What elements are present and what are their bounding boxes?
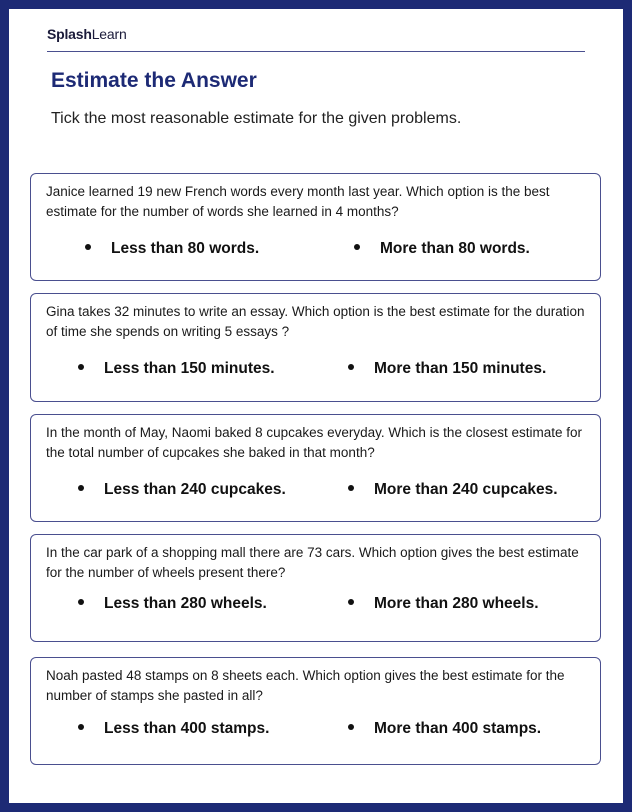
bullet-icon [85, 244, 91, 250]
option-a[interactable] [78, 720, 269, 738]
option-label: Less than 280 wheels. [104, 595, 267, 612]
question-text: Janice learned 19 new French words every month last year. Which option is the best estimate for the number of words she learned in 4 months? [46, 184, 550, 219]
option-b[interactable] [348, 360, 546, 378]
option-b[interactable] [348, 595, 539, 613]
question-text: Noah pasted 48 stamps on 8 sheets each. Which option gives the best estimate for the number of stamps she pasted in all? [46, 668, 565, 703]
option-a[interactable] [78, 481, 286, 499]
option-label: More than 240 cupcakes. [374, 481, 558, 498]
option-a[interactable] [85, 240, 259, 258]
bullet-icon [78, 364, 84, 370]
option-label: Less than 80 words. [111, 240, 260, 257]
bullet-icon [348, 724, 354, 730]
question-card [30, 293, 601, 402]
option-a[interactable] [78, 360, 275, 378]
brand-logo-part2: Learn [91, 26, 127, 42]
option-label: More than 280 wheels. [374, 595, 539, 612]
bullet-icon [78, 724, 84, 730]
bullet-icon [348, 485, 354, 491]
brand-logo-part1: Splash [47, 26, 92, 42]
option-label: Less than 150 minutes. [104, 360, 275, 377]
option-label: More than 150 minutes. [374, 360, 547, 377]
question-card [30, 657, 601, 765]
brand-logo [47, 26, 127, 42]
question-card [30, 173, 601, 281]
option-b[interactable] [348, 481, 558, 499]
option-label: More than 400 stamps. [374, 720, 542, 737]
bullet-icon [78, 485, 84, 491]
header-divider [47, 51, 585, 52]
option-a[interactable] [78, 595, 267, 613]
question-text: In the month of May, Naomi baked 8 cupcakes everyday. Which is the closest estimate for the total number of cupcakes she baked in that month? [46, 425, 582, 460]
bullet-icon [78, 599, 84, 605]
option-b[interactable] [354, 240, 530, 258]
question-card [30, 534, 601, 642]
bullet-icon [348, 364, 354, 370]
option-label: More than 80 words. [380, 240, 530, 257]
instructions: Tick the most reasonable estimate for the given problems. [51, 110, 462, 127]
worksheet-page [9, 9, 623, 803]
question-text: Gina takes 32 minutes to write an essay. Which option is the best estimate for the duration of time she spends on writing 5 essays ? [46, 304, 585, 339]
option-label: Less than 240 cupcakes. [104, 481, 286, 498]
option-label: Less than 400 stamps. [104, 720, 270, 737]
page-title: Estimate the Answer [51, 69, 257, 92]
bullet-icon [354, 244, 360, 250]
question-text: In the car park of a shopping mall there are 73 cars. Which option gives the best estimate for the number of wheels present there? [46, 545, 579, 580]
bullet-icon [348, 599, 354, 605]
question-card [30, 414, 601, 522]
option-b[interactable] [348, 720, 541, 738]
